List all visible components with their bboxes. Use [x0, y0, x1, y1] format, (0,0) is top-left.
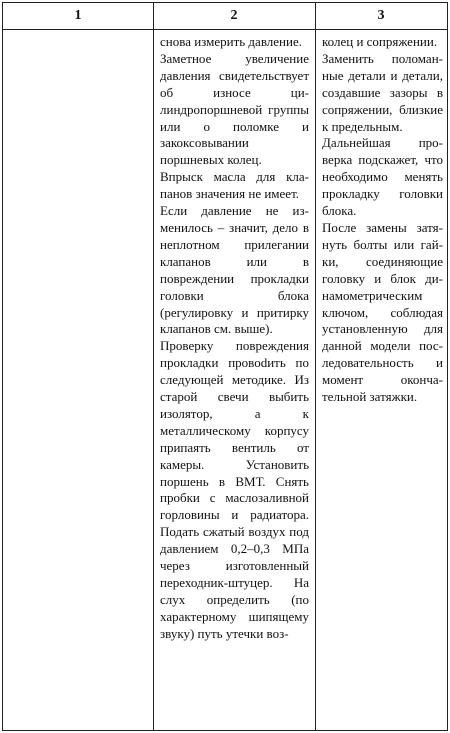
column-header-3: 3 — [377, 8, 385, 23]
data-table — [2, 2, 448, 731]
col2-paragraph: снова измерить давление. — [160, 34, 302, 49]
col2-paragraph: Заметное увеличение давления свидетельствует об износе цилиндропоршневой группы или о поломке и закоксовывании поршневых колец. — [160, 50, 309, 168]
col3-paragraph: Заменить поломанные детали и детали, создавшие зазоры в сопряжении, близкие к предельным. — [322, 50, 443, 134]
col2-paragraph: Если давление не изменилось – значит, дело в неплотном прилегании клапанов или в повреждении прокладки головки блока (регулировку и притирку клапанов см. выше). — [160, 203, 309, 337]
table-cell-col3 — [316, 34, 447, 730]
table-cell-col1 — [3, 34, 153, 730]
col2-paragraph: Впрыск масла для клапанов значения не имеет. — [160, 169, 309, 202]
col3-paragraph: После замены затянуть болты или гайки, соединяющие головку и блок динамометрическим ключом, соблюдая установленную для данной модели последовательность и момент окончательной затяжки. — [322, 219, 443, 405]
column-header-1: 1 — [74, 8, 82, 23]
col3-paragraph: колец и сопряжении. — [322, 34, 438, 49]
col3-paragraph: Дальнейшая проверка подскажет, что необходимо менять прокладку головки блока. — [322, 135, 443, 219]
table-header-row — [3, 3, 447, 30]
col2-paragraph: Проверку повреждения прокладки провоdить по следующей методике. Из старой свечи выбить изолятор, а к металлическому корпусу припаять вентиль от камеры. Установить поршень в ВМТ. Снять пробки с маслозаливной горловины и радиатора. Подать сжатый воздух под давлением 0,2–0,3 МПа через изготовленный переходник-штуцер. На слух определить (по характерному шипящему звуку) путь утечки воз- — [160, 338, 309, 641]
table-cell-col2 — [154, 34, 315, 730]
column-header-2: 2 — [230, 8, 238, 23]
